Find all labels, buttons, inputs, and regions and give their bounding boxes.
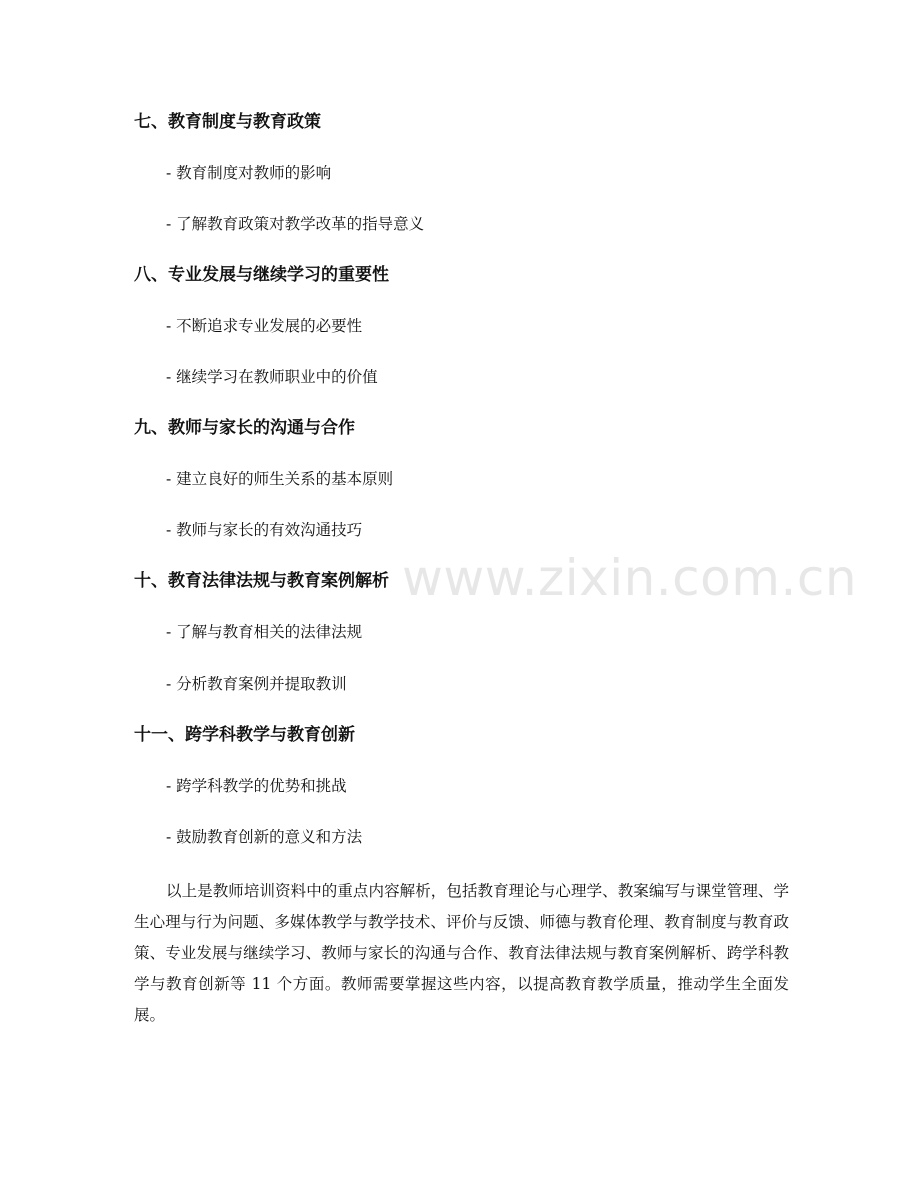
section-11-heading: 十一、跨学科教学与教育创新 <box>134 725 355 745</box>
section-10-heading: 十、教育法律法规与教育案例解析 <box>134 571 389 591</box>
section-7-item-1: - 教育制度对教师的影响 <box>166 164 332 182</box>
section-7-heading: 七、教育制度与教育政策 <box>134 112 321 132</box>
section-8-item-1: - 不断追求专业发展的必要性 <box>166 317 363 335</box>
section-10-item-2: - 分析教育案例并提取教训 <box>166 675 347 693</box>
section-11-item-1: - 跨学科教学的优势和挑战 <box>166 777 347 795</box>
section-8-item-2: - 继续学习在教师职业中的价值 <box>166 368 378 386</box>
section-7-item-2: - 了解教育政策对教学改革的指导意义 <box>166 215 425 233</box>
section-9-item-1: - 建立良好的师生关系的基本原则 <box>166 470 394 488</box>
section-11-item-2: - 鼓励教育创新的意义和方法 <box>166 828 363 846</box>
summary-paragraph: 以上是教师培训资料中的重点内容解析，包括教育理论与心理学、教案编写与课堂管理、学生心理与行为问题、多媒体教学与教学技术、评价与反馈、师德与教育伦理、教育制度与教育政策、专业发展与继续学习、教师与家长的沟通与合作、教育法律法规与教育案例解析、跨学科教学与教育创新等 11 个方面。教师需要掌握这些内容，以提高教育教学质量，推动学生全面发展。 <box>134 882 789 1024</box>
section-9-heading: 九、教师与家长的沟通与合作 <box>134 418 355 438</box>
watermark: www.zixin.com.cn <box>402 549 858 607</box>
section-8-heading: 八、专业发展与继续学习的重要性 <box>134 265 389 285</box>
section-9-item-2: - 教师与家长的有效沟通技巧 <box>166 521 363 539</box>
section-10-item-1: - 了解与教育相关的法律法规 <box>166 623 363 641</box>
